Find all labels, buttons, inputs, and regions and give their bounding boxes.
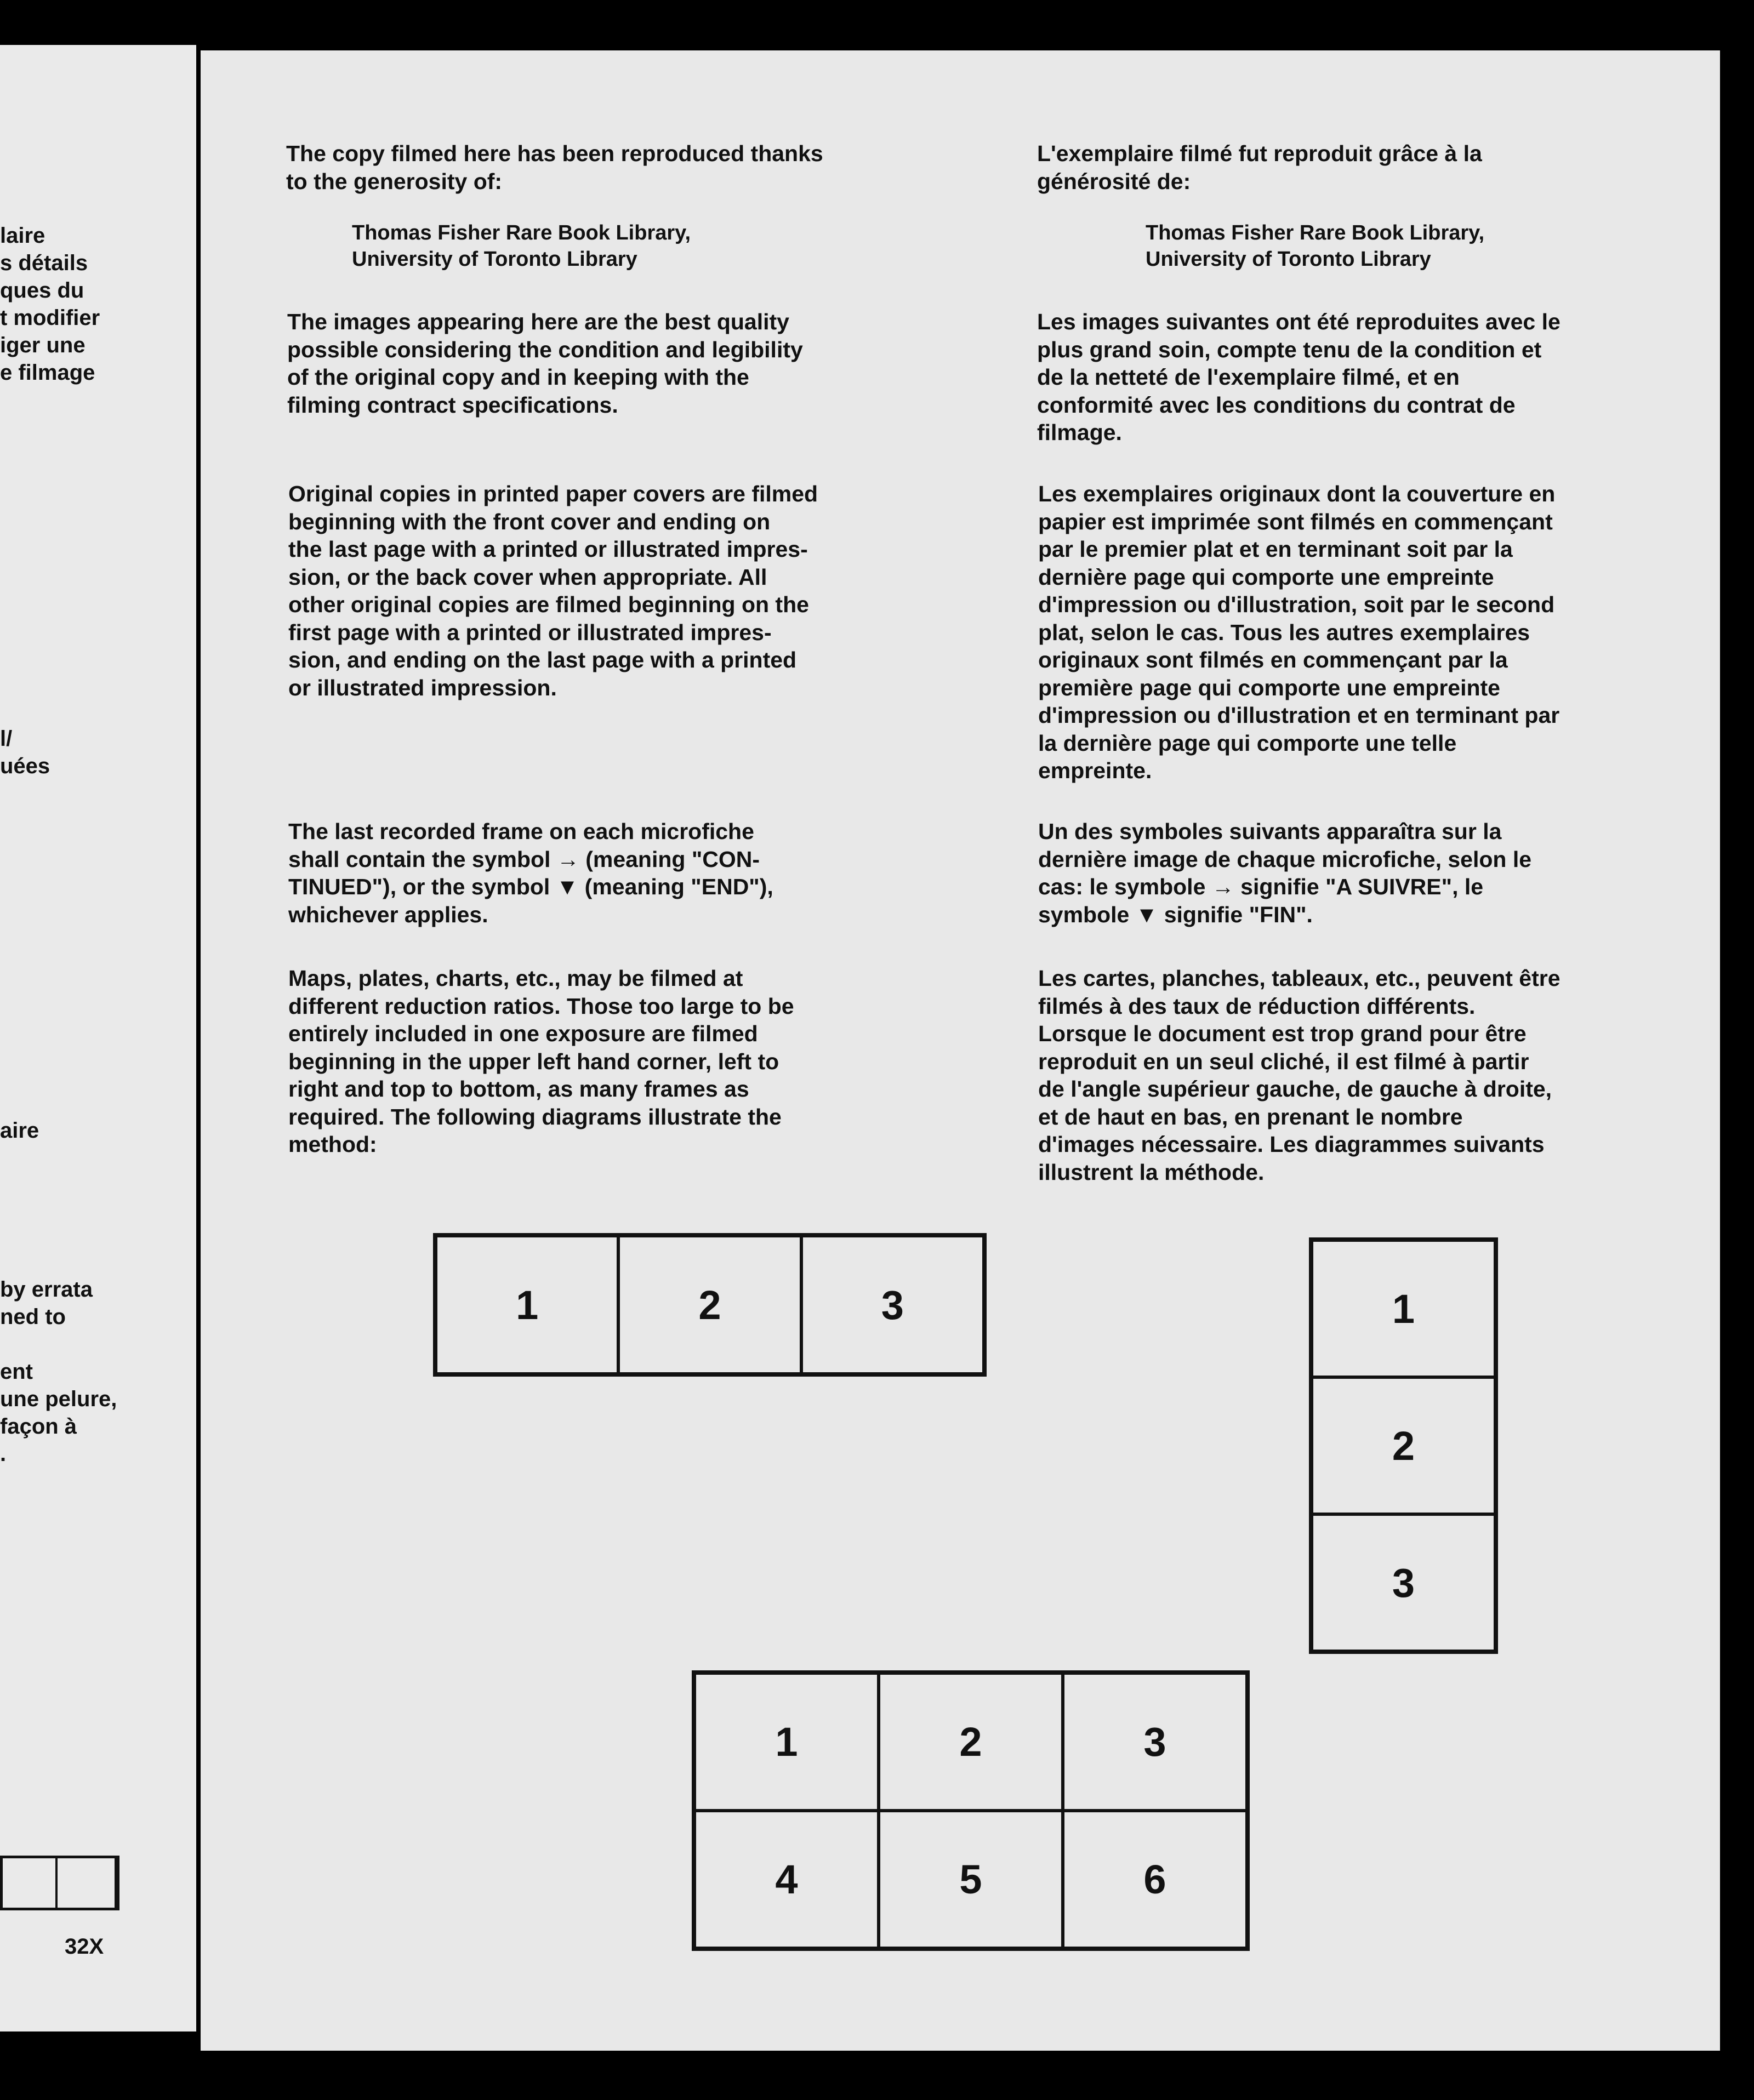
reduction-scale-boxes — [0, 1856, 119, 1910]
left-fragment: laire — [0, 224, 45, 248]
frame-cell: 1 — [1312, 1240, 1495, 1377]
frame-cell: 2 — [1312, 1377, 1495, 1514]
french-covers-paragraph: Les exemplaires originaux dont la couverture en papier est imprimée sont filmés en commençant par le premier plat et en terminant soit par la dernière page qui comporte une empreinte d'impression ou d'illustration, soit par le second plat, selon le cas. Tous les autres exemplaires originaux sont filmés en commençant par la première page qui comporte une empreinte d'impression ou d'illustration et en terminant par la dernière page qui comporte une telle empreinte. — [1038, 481, 1560, 783]
horizontal-frames-diagram — [433, 1233, 987, 1377]
frame-cell: 6 — [1063, 1811, 1247, 1948]
left-fragment: . — [0, 1442, 7, 1466]
english-symbols-paragraph: The last recorded frame on each microfiche shall contain the symbol → (meaning "CON- TINUED"), or the symbol ▼ (meaning "END"), whichever applies. — [288, 819, 773, 927]
english-quality-paragraph: The images appearing here are the best quality possible considering the condition and legibility of the original copy and in keeping with the filming contract specifications. — [287, 309, 803, 418]
left-fragment: ned to — [0, 1305, 66, 1329]
left-fragment: t modifier — [0, 306, 100, 330]
french-intro: L'exemplaire filmé fut reproduit grâce à la générosité de: — [1037, 141, 1482, 194]
frame-cell: 4 — [694, 1811, 879, 1948]
frame-cell: 2 — [879, 1673, 1063, 1811]
left-fragment: une pelure, — [0, 1387, 117, 1411]
left-fragment: s détails — [0, 251, 88, 275]
left-fragment: uées — [0, 754, 50, 778]
frame-cell: 3 — [801, 1236, 984, 1374]
left-fragment: l/ — [0, 727, 13, 751]
french-symbols-paragraph: Un des symboles suivants apparaîtra sur la dernière image de chaque microfiche, selon le cas: le symbole → signifie "A SUIVRE", le symbole ▼ signifie "FIN". — [1038, 819, 1532, 927]
english-covers-paragraph: Original copies in printed paper covers are filmed beginning with the front cover and ending on the last page with a printed or illustrated impres- sion, or the back cover when appropriate. All other original copies are filmed beginning on the first page with a printed or illustrated impres- sion, and ending on the last page with a printed or illustrated impression. — [288, 481, 818, 700]
frame-cell: 3 — [1063, 1673, 1247, 1811]
left-fragment: e filmage — [0, 361, 95, 385]
left-fragment: façon à — [0, 1414, 77, 1439]
left-fragment: by errata — [0, 1277, 93, 1302]
grid-frames-diagram — [692, 1670, 1250, 1951]
french-quality-paragraph: Les images suivantes ont été reproduites avec le plus grand soin, compte tenu de la condition et de la netteté de l'exemplaire filmé, et en conformité avec les conditions du contrat de filmage. — [1037, 309, 1561, 445]
frame-cell: 3 — [1312, 1514, 1495, 1651]
left-fragment: aire — [0, 1119, 39, 1143]
english-library-name: Thomas Fisher Rare Book Library, University of Toronto Library — [352, 221, 691, 271]
left-fragment: ent — [0, 1360, 33, 1384]
frame-cell: 1 — [436, 1236, 618, 1374]
left-fragment: ques du — [0, 278, 84, 303]
french-maps-paragraph: Les cartes, planches, tableaux, etc., peuvent être filmés à des taux de réduction différents. Lorsque le document est trop grand pour être reproduit en un seul cliché, il est filmé à partir de l'angle supérieur gauche, de gauche à droite, et de haut en bas, en prenant le nombre d'images nécessaire. Les diagrammes suivants illustrent la méthode. — [1038, 966, 1561, 1185]
frame-cell: 1 — [694, 1673, 879, 1811]
frame-cell: 5 — [879, 1811, 1063, 1948]
vertical-frames-diagram — [1309, 1237, 1498, 1654]
reduction-label: 32X — [65, 1934, 104, 1959]
english-intro: The copy filmed here has been reproduced thanks to the generosity of: — [286, 141, 823, 194]
left-fragment: iger une — [0, 333, 86, 357]
english-maps-paragraph: Maps, plates, charts, etc., may be filmed at different reduction ratios. Those too large to be entirely included in one exposure are filmed beginning in the upper left hand corner, left to right and top to bottom, as many frames as required. The following diagrams illustrate the method: — [288, 966, 794, 1157]
frame-cell: 2 — [618, 1236, 801, 1374]
french-library-name: Thomas Fisher Rare Book Library, University of Toronto Library — [1146, 221, 1485, 271]
